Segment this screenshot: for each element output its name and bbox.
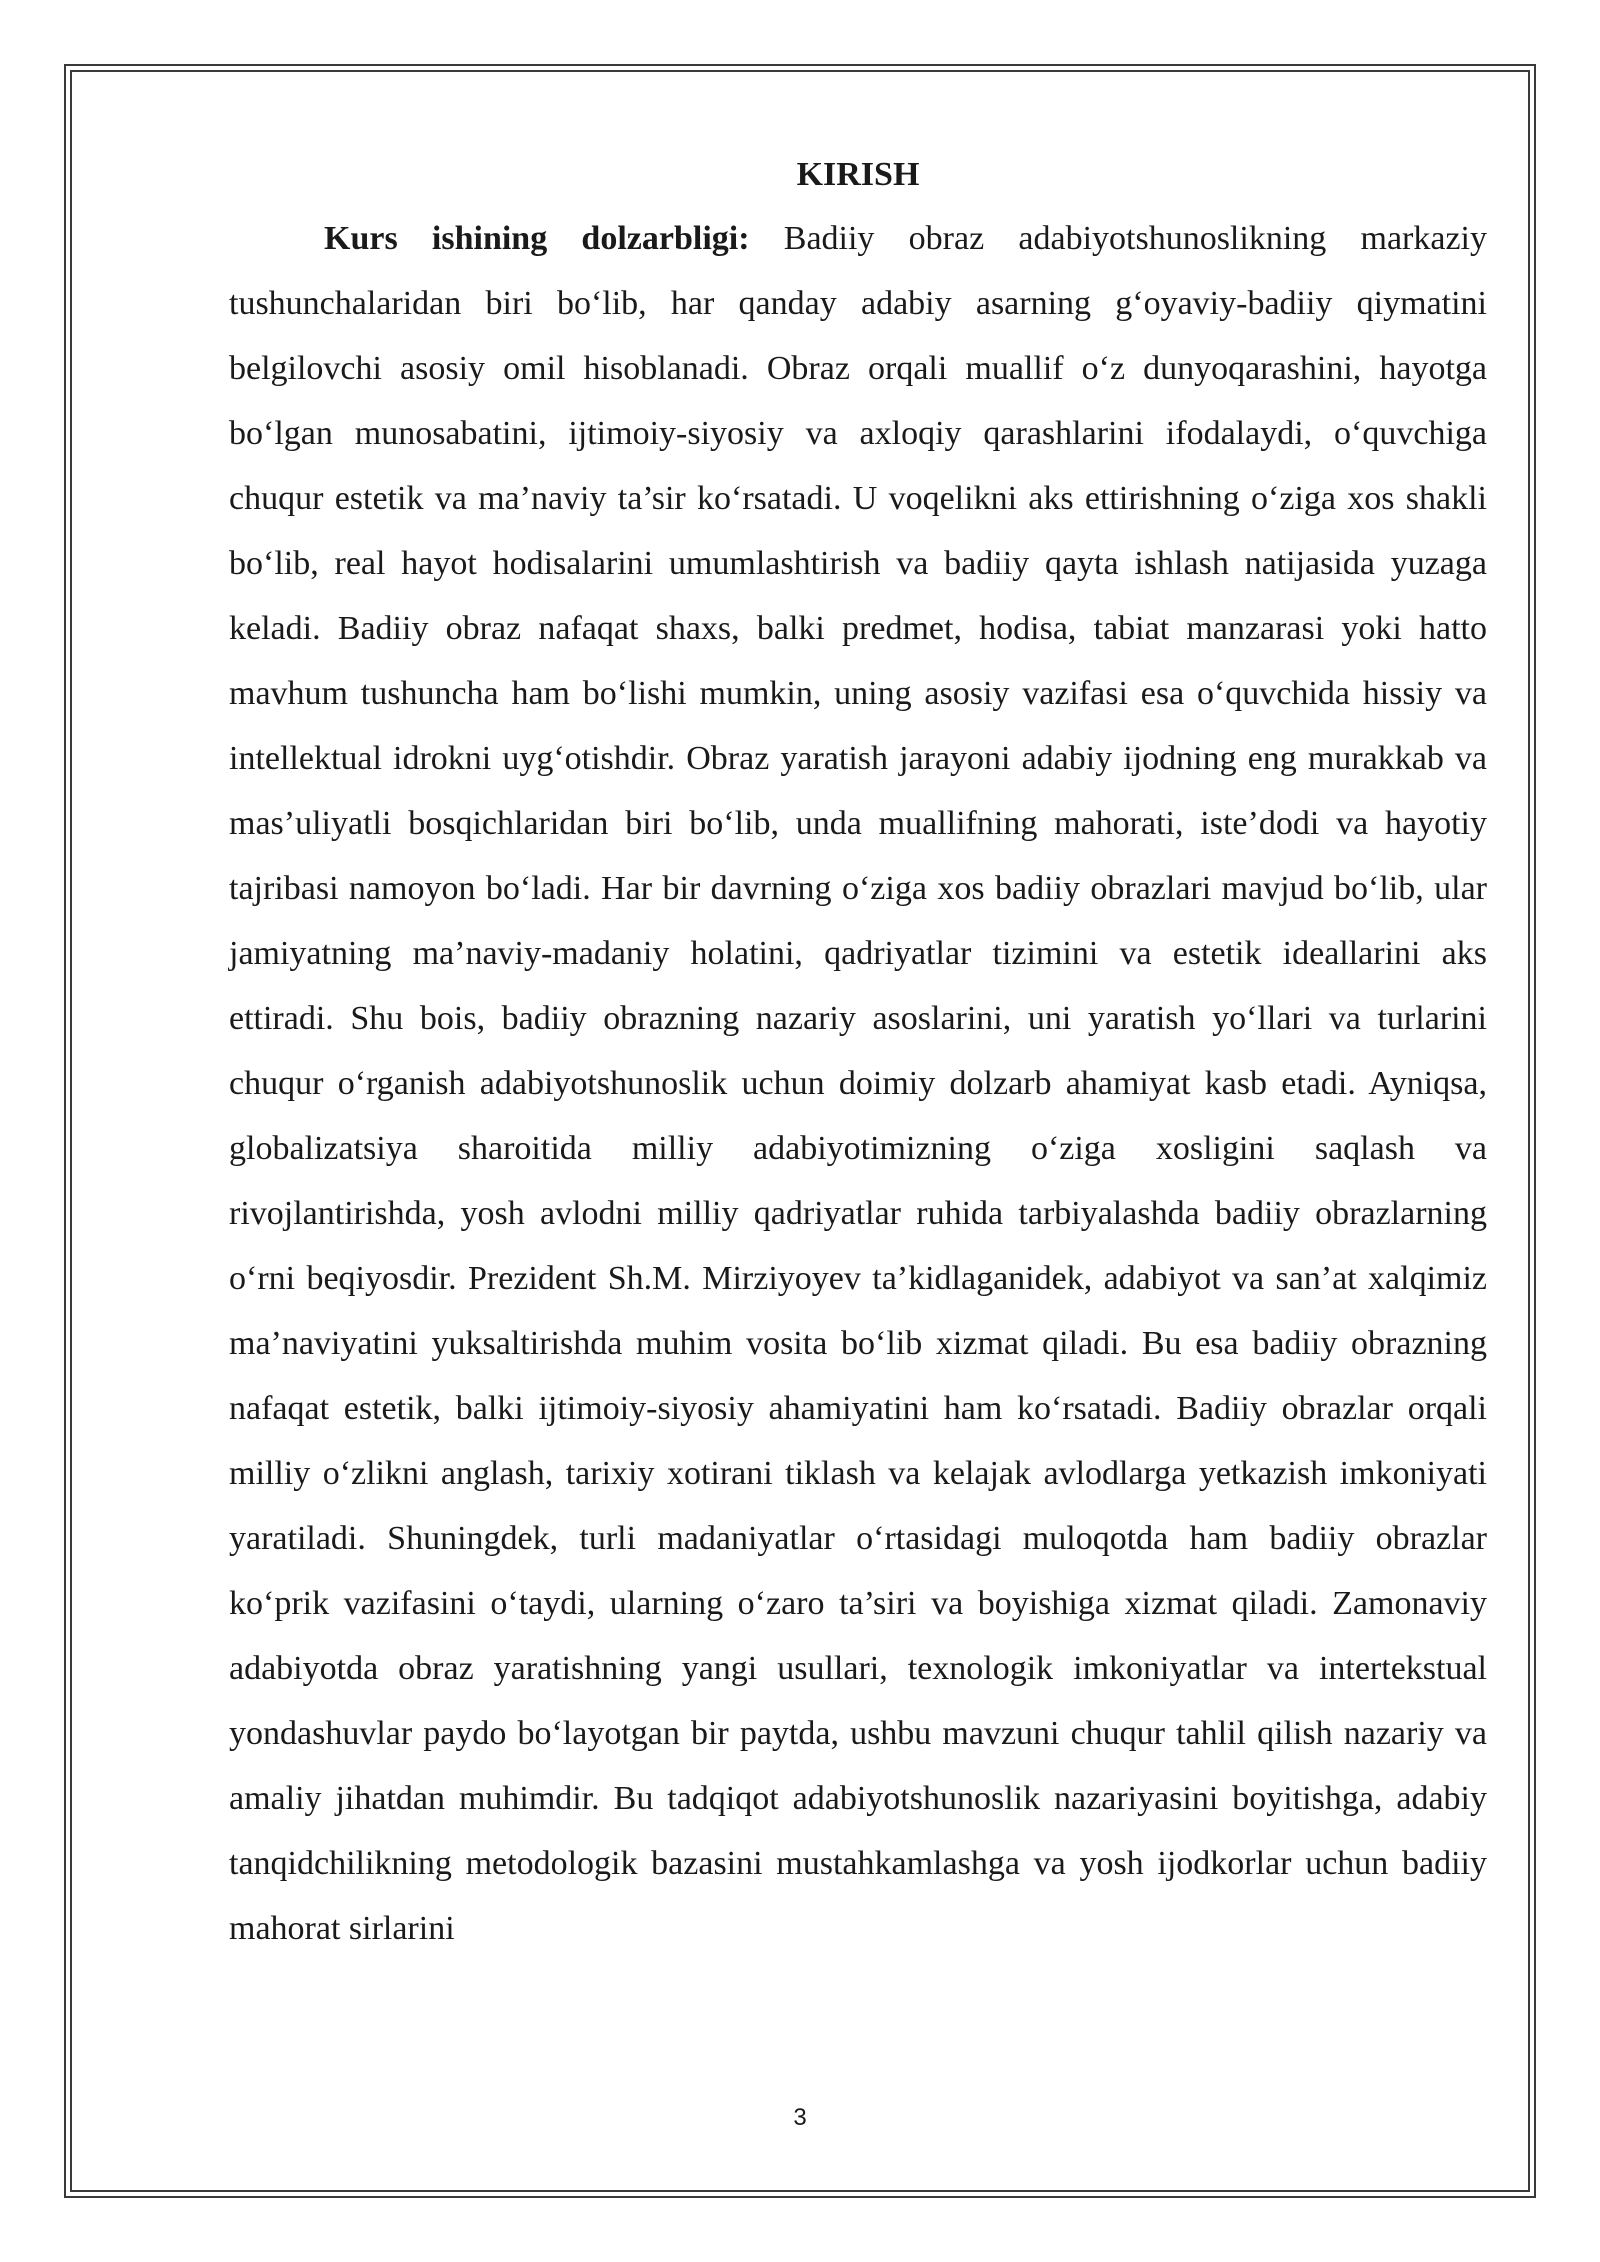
- body-paragraph: [229, 206, 1487, 1961]
- body-text: Badiiy obraz adabiyotshunoslikning markaziy tushunchalaridan biri bo‘lib, har qanday adabiy asarning g‘oyaviy-badiiy qiymatini belgilovchi asosiy omil hisoblanadi. Obraz orqali muallif o‘z dunyoqarashini, hayotga bo‘lgan munosabatini, ijtimoiy-siyosiy va axloqiy qarashlarini ifodalaydi, o‘quvchiga chuqur estetik va ma’naviy ta’sir ko‘rsatadi. U voqelikni aks ettirishning o‘ziga xos shakli bo‘lib, real hayot hodisalarini umumlashtirish va badiiy qayta ishlash natijasida yuzaga keladi. Badiiy obraz nafaqat shaxs, balki predmet, hodisa, tabiat manzarasi yoki hatto mavhum tushuncha ham bo‘lishi mumkin, uning asosiy vazifasi esa o‘quvchida hissiy va intellektual idrokni uyg‘otishdir. Obraz yaratish jarayoni adabiy ijodning eng murakkab va mas’uliyatli bosqichlaridan biri bo‘lib, unda muallifning mahorati, iste’dodi va hayotiy tajribasi namoyon bo‘ladi. Har bir davrning o‘ziga xos badiiy obrazlari mavjud bo‘lib, ular jamiyatning ma’naviy-madaniy holatini, qadriyatlar tizimini va estetik ideallarini aks ettiradi. Shu bois, badiiy obrazning nazariy asoslarini, uni yaratish yo‘llari va turlarini chuqur o‘rganish adabiyotshunoslik uchun doimiy dolzarb ahamiyat kasb etadi. Ayniqsa, globalizatsiya sharoitida milliy adabiyotimizning o‘ziga xosligini saqlash va rivojlantirishda, yosh avlodni milliy qadriyatlar ruhida tarbiyalashda badiiy obrazlarning o‘rni beqiyosdir. Prezident Sh.M. Mirziyoyev ta’kidlaganidek, adabiyot va san’at xalqimiz ma’naviyatini yuksaltirishda muhim vosita bo‘lib xizmat qiladi. Bu esa badiiy obrazning nafaqat estetik, balki ijtimoiy-siyosiy ahamiyatini ham ko‘rsatadi. Badiiy obrazlar orqali milliy o‘zlikni anglash, tarixiy xotirani tiklash va kelajak avlodlarga yetkazish imkoniyati yaratiladi. Shuningdek, turli madaniyatlar o‘rtasidagi muloqotda ham badiiy obrazlar ko‘prik vazifasini o‘taydi, ularning o‘zaro ta’siri va boyishiga xizmat qiladi. Zamonaviy adabiyotda obraz yaratishning yangi usullari, texnologik imkoniyatlar va intertekstual yondashuvlar paydo bo‘layotgan bir paytda, ushbu mavzuni chuqur tahlil qilish nazariy va amaliy jihatdan muhimdir. Bu tadqiqot adabiyotshunoslik nazariyasini boyitishga, adabiy tanqidchilikning metodologik bazasini mustahkamlashga va yosh ijodkorlar uchun badiiy mahorat sirlarini: [229, 220, 1487, 1947]
- section-heading: KIRISH: [796, 156, 920, 193]
- lead-label: Kurs ishining dolzarbligi:: [324, 220, 750, 257]
- page-number: 3: [793, 2104, 807, 2131]
- page-content: [229, 148, 1487, 1961]
